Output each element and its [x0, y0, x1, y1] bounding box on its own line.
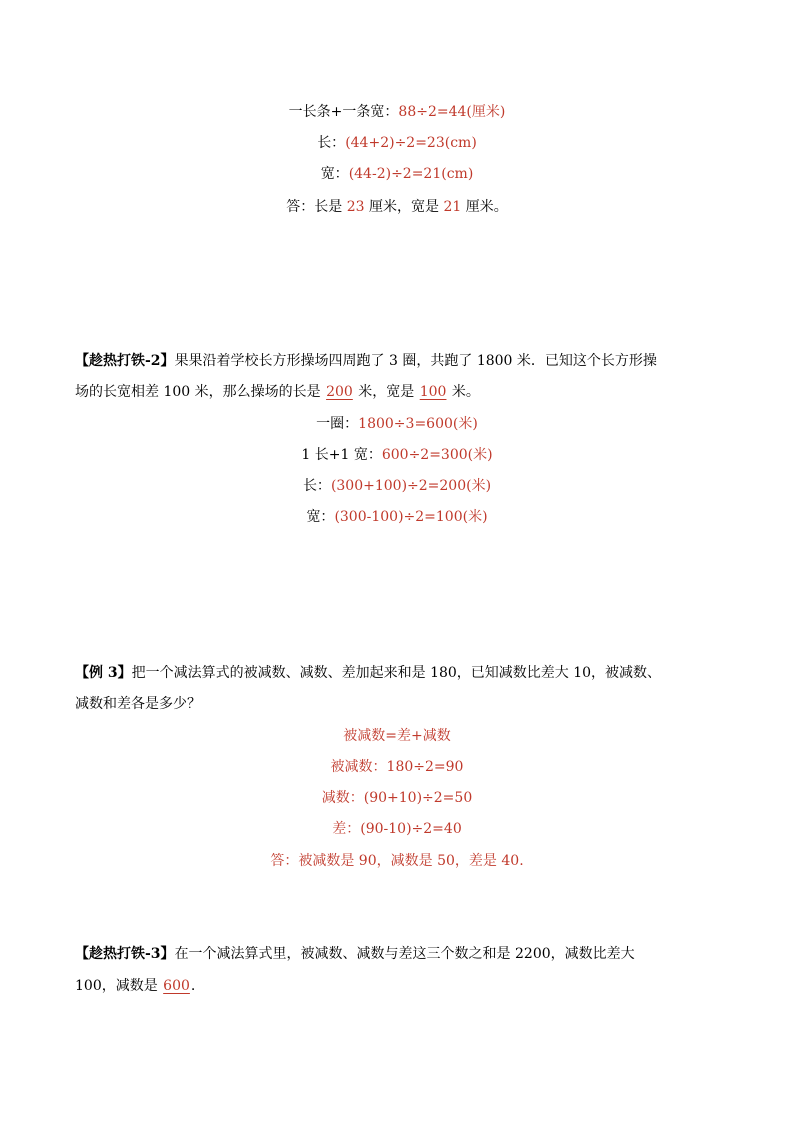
problem-2-step-3 — [0, 476, 794, 496]
step-expression: (44-2)÷2=21(cm) — [348, 166, 474, 182]
example-3-step-1 — [0, 726, 794, 746]
answer-value: 23 — [346, 199, 365, 215]
solution-answer — [0, 197, 794, 217]
problem-tag: 【例 3】 — [75, 665, 132, 681]
problem-tag: 【趁热打铁-2】 — [75, 353, 175, 369]
problem-text: 果果沿着学校长方形操场四周跑了 3 圈，共跑了 1800 米．已知这个长方形操 — [174, 353, 657, 369]
answer-text: 答：被减数是 — [270, 853, 359, 869]
answer-blank-width: 100 — [419, 384, 447, 400]
step-label: 宽： — [306, 509, 335, 525]
problem-text: 场的长宽相差 100 米，那么操场的长是 — [75, 384, 326, 400]
problem-text: 米。 — [447, 384, 480, 400]
step-label: 被减数： — [330, 759, 387, 775]
answer-value: 40 — [501, 853, 520, 869]
step-expression: (90-10)÷2=40 — [360, 821, 462, 837]
example-3-answer — [0, 851, 794, 871]
step-expression: 600÷2=300(米) — [381, 447, 493, 463]
step-label: 宽： — [320, 166, 349, 182]
example-3-text-line-1 — [75, 663, 735, 683]
answer-value: 90 — [358, 853, 377, 869]
answer-text: . — [519, 853, 524, 869]
answer-text: 答：长是 — [286, 199, 347, 215]
step-expression: 88÷2=44(厘米) — [398, 104, 506, 120]
problem-tag: 【趁热打铁-3】 — [75, 946, 175, 962]
step-expression: 1800÷3=600(米) — [358, 416, 478, 432]
solution-line-length — [0, 133, 794, 153]
answer-text: ，减数是 — [376, 853, 438, 869]
answer-text: 厘米。 — [461, 199, 508, 215]
problem-2-step-4 — [0, 507, 794, 527]
solution-line-width — [0, 164, 794, 184]
step-label: 长： — [317, 135, 346, 151]
example-3-step-2 — [0, 757, 794, 777]
example-3-step-3 — [0, 788, 794, 808]
answer-blank-subtrahend: 600 — [163, 978, 190, 994]
step-label: 一圈： — [316, 416, 359, 432]
answer-value: 50 — [437, 853, 455, 869]
problem-3-text-line-2 — [75, 976, 735, 996]
step-label: 一长条+一条宽： — [288, 104, 399, 120]
answer-value: 21 — [443, 199, 462, 215]
step-expression: (44+2)÷2=23(cm) — [345, 135, 477, 151]
problem-text: 减数和差各是多少？ — [75, 696, 201, 712]
solution-line-length-plus-width — [0, 102, 794, 122]
problem-3-text-line-1 — [75, 944, 735, 964]
problem-text: 米，宽是 — [353, 384, 419, 400]
problem-text: 100，减数是 — [75, 978, 163, 994]
step-expression: 180÷2=90 — [386, 759, 464, 775]
example-3-step-4 — [0, 819, 794, 839]
answer-blank-length: 200 — [326, 384, 353, 400]
step-expression: (300+100)÷2=200(米) — [330, 478, 492, 494]
problem-text: 在一个减法算式里，被减数、减数与差这三个数之和是 2200，减数比差大 — [174, 946, 635, 962]
step-expression: (300-100)÷2=100(米) — [334, 509, 488, 525]
step-label: 1 长+1 宽： — [301, 447, 382, 463]
step-expression: (90+10)÷2=50 — [363, 790, 473, 806]
problem-2-step-1 — [0, 414, 794, 434]
answer-text: ，差是 — [454, 853, 502, 869]
problem-2-text-line-2 — [75, 382, 735, 402]
step-label: 长： — [302, 478, 331, 494]
step-label: 减数： — [321, 790, 364, 806]
answer-text: 厘米，宽是 — [364, 199, 444, 215]
example-3-text-line-2 — [75, 694, 735, 714]
problem-2-step-2 — [0, 445, 794, 465]
problem-text: . — [190, 978, 196, 994]
step-expression: 被减数=差+减数 — [343, 728, 451, 744]
problem-2-text-line-1 — [75, 351, 735, 371]
problem-text: 把一个减法算式的被减数、减数、差加起来和是 180，已知减数比差大 10，被减数、 — [131, 665, 662, 681]
step-label: 差： — [332, 821, 361, 837]
